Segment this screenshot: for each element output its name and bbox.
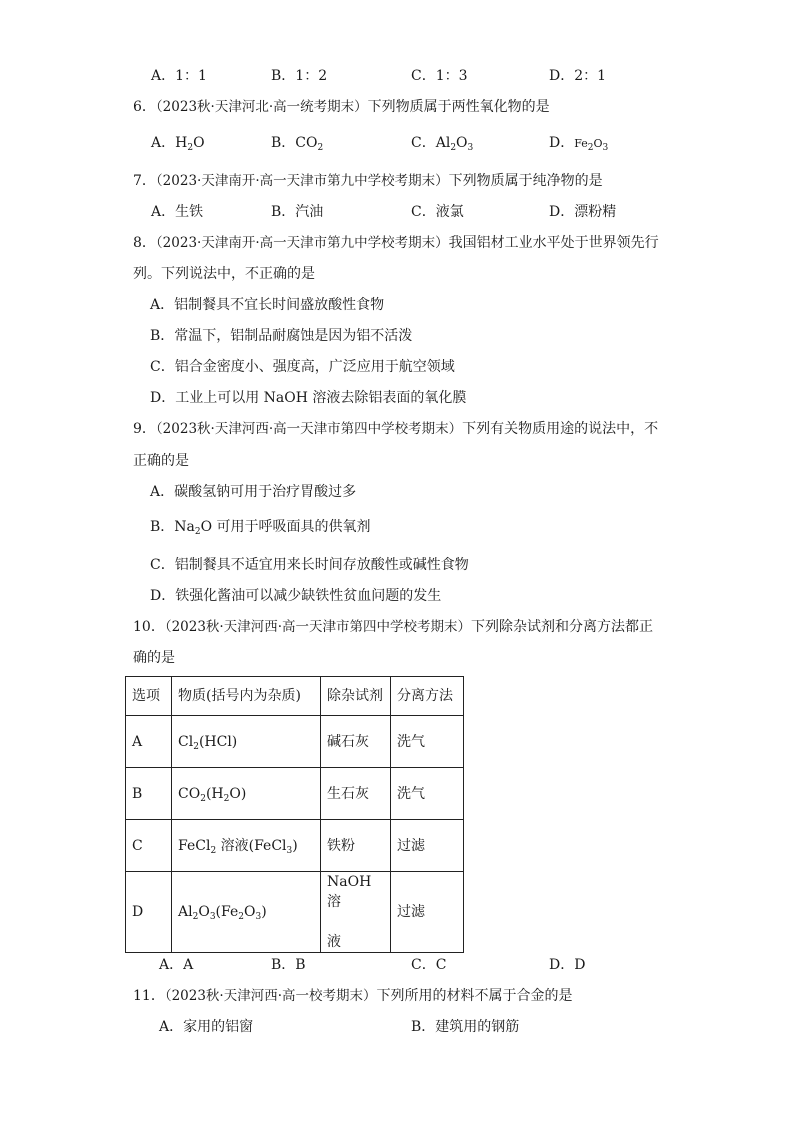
q8-option-a: A．铝制餐具不宜长时间盛放酸性食物 <box>150 297 385 313</box>
q8-option-c: C．铝合金密度小、强度高，广泛应用于航空领域 <box>150 359 455 375</box>
table-row <box>126 872 464 953</box>
q8-stem-line1 <box>133 234 659 252</box>
q5-option-a: A．1：1 <box>151 68 207 84</box>
q9-option-c: C．铝制餐具不适宜用来长时间存放酸性或碱性食物 <box>150 557 469 573</box>
q9-number: 9． <box>133 421 156 437</box>
q8-number: 8． <box>133 235 156 251</box>
table-cell-substance: $Cl_2(HCl)$ <box>172 716 321 768</box>
q10-source: （2023秋·天津河西·高一天津市第四中学校考期末） <box>164 619 472 635</box>
q7-number: 7． <box>133 173 156 189</box>
table-cell-method: 过滤 <box>391 820 464 872</box>
q10-text: 下列除杂试剂和分离方法都正 <box>471 619 654 635</box>
table-cell-reagent: 铁粉 <box>321 820 391 872</box>
q9-text: 下列有关物质用途的说法中，不 <box>462 421 659 437</box>
q11-stem <box>133 987 573 1005</box>
q7-source: （2023·天津南开·高一天津市第九中学校考期末） <box>155 173 449 189</box>
table-row <box>126 820 464 872</box>
q8-option-b: B．常温下，铝制品耐腐蚀是因为铝不活泼 <box>150 328 413 344</box>
q11-option-a: A．家用的铝窗 <box>159 1019 254 1035</box>
q10-option-c: C．C <box>411 957 447 973</box>
q5-option-b: B．1：2 <box>271 68 328 84</box>
table-header-cell: 物质(括号内为杂质) <box>172 677 321 716</box>
table-cell-substance: $Al_2O_3(Fe_2O_3)$ <box>172 872 321 953</box>
q11-number: 11． <box>133 988 165 1004</box>
q10-stem-line2: 确的是 <box>133 650 175 666</box>
table-cell-reagent: 生石灰 <box>321 768 391 820</box>
q11-source: （2023秋·天津河西·高一校考期末） <box>164 988 377 1004</box>
purification-table <box>125 676 464 953</box>
table-cell-method: 洗气 <box>391 768 464 820</box>
q7-option-b: B．汽油 <box>271 204 324 220</box>
table-cell-option: A <box>126 716 172 768</box>
table-cell-method: 过滤 <box>391 872 464 953</box>
table-header-row <box>126 677 464 716</box>
q6-option-b: B．$CO_2$ <box>271 135 324 153</box>
table-cell-reagent: NaOH 溶 液 <box>321 872 391 953</box>
q6-source: （2023秋·天津河北·高一统考期末） <box>155 99 368 115</box>
table-cell-option: C <box>126 820 172 872</box>
table-row <box>126 768 464 820</box>
q6-option-c: C．$Al_2O_3$ <box>411 135 474 153</box>
table-cell-substance: $CO_2(H_2O)$ <box>172 768 321 820</box>
q8-text: 我国铝材工业水平处于世界领先行 <box>448 235 659 251</box>
table-header-cell: 除杂试剂 <box>321 677 391 716</box>
q7-option-c: C．液氯 <box>411 204 464 220</box>
q11-option-b: B．建筑用的钢筋 <box>411 1019 520 1035</box>
table-cell-option: B <box>126 768 172 820</box>
q10-option-b: B．B <box>271 957 306 973</box>
q9-stem-line1 <box>133 420 658 438</box>
q10-option-a: A．A <box>159 957 194 973</box>
q7-option-d: D．漂粉精 <box>549 204 617 220</box>
q5-option-d: D．2：1 <box>549 68 607 84</box>
q7-stem <box>133 172 603 190</box>
table-header-cell: 选项 <box>126 677 172 716</box>
q11-text: 下列所用的材料不属于合金的是 <box>376 988 573 1004</box>
q9-option-a: A．碳酸氢钠可用于治疗胃酸过多 <box>150 484 357 500</box>
table-row <box>126 716 464 768</box>
q8-source: （2023·天津南开·高一天津市第九中学校考期末） <box>155 235 449 251</box>
q6-option-d: D．$Fe_2O_3$ <box>549 135 609 153</box>
q7-option-a: A．生铁 <box>151 204 204 220</box>
q6-text: 下列物质属于两性氧化物的是 <box>367 99 550 115</box>
q8-stem-line2: 列。下列说法中，不正确的是 <box>133 266 315 282</box>
table-cell-reagent: 碱石灰 <box>321 716 391 768</box>
table-cell-substance: FeCl$_2$ 溶液(FeCl$_3$) <box>172 820 321 872</box>
table-cell-method: 洗气 <box>391 716 464 768</box>
q10-option-d: D．D <box>549 957 586 973</box>
q10-stem-line1 <box>133 618 653 636</box>
q6-number: 6． <box>133 99 156 115</box>
q9-option-b: B．$Na_2O$ 可用于呼吸面具的供氧剂 <box>150 519 371 537</box>
q9-source: （2023秋·天津河西·高一天津市第四中学校考期末） <box>155 421 463 437</box>
table-cell-option: D <box>126 872 172 953</box>
q6-option-a: A．$H_2O$ <box>151 135 205 153</box>
q9-option-d: D．铁强化酱油可以减少缺铁性贫血问题的发生 <box>150 588 442 604</box>
q6-stem <box>133 98 550 116</box>
q10-number: 10． <box>133 619 165 635</box>
q8-option-d: D．工业上可以用 NaOH 溶液去除铝表面的氧化膜 <box>150 390 467 406</box>
q9-stem-line2: 正确的是 <box>133 453 189 469</box>
q5-option-c: C．1：3 <box>411 68 468 84</box>
q7-text: 下列物质属于纯净物的是 <box>448 173 603 189</box>
table-header-cell: 分离方法 <box>391 677 464 716</box>
